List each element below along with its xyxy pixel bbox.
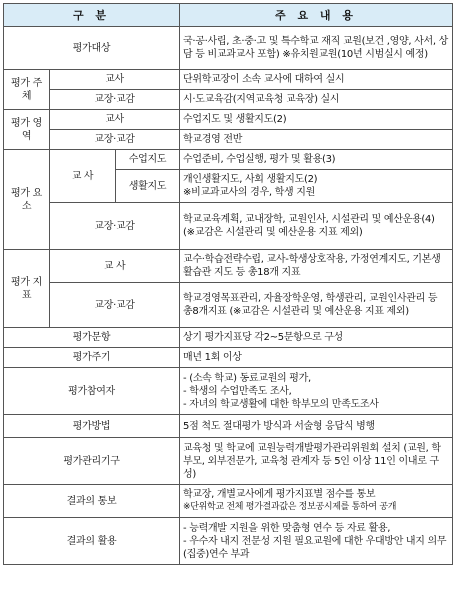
period-text: 매년 1회 이상 (180, 348, 453, 368)
row-notice (4, 485, 453, 518)
subject-principal-text: 시·도교육감(지역교육청 교육장) 실시 (180, 90, 453, 110)
elements-life-label: 생활지도 (116, 170, 180, 203)
period-label: 평가주기 (4, 348, 180, 368)
indicator-principal-label: 교장·교감 (50, 283, 180, 328)
method-text: 5점 척도 절대평가 방식과 서술형 응답식 병행 (180, 415, 453, 438)
elements-life-text: 개인생활지도, 사회 생활지도(2) (183, 174, 318, 185)
row-subject-teacher (4, 70, 453, 90)
domain-teacher-text: 수업지도 및 생활지도(2) (180, 110, 453, 130)
row-subject-principal (4, 90, 453, 110)
use-label: 결과의 활용 (4, 518, 180, 565)
items-text: 상기 평가지표당 각2~5문항으로 구성 (180, 328, 453, 348)
subject-label: 평가 주체 (4, 70, 50, 110)
elements-principal-text: 학교교육계획, 교내장학, 교원인사, 시설관리 및 예산운용(4) (183, 214, 435, 225)
table-header (4, 4, 453, 27)
participants-line: - 학생의 수업만족도 조사, (183, 385, 292, 397)
elements-teacher-label: 교 사 (50, 150, 116, 203)
notice-note: ※단위학교 전체 평가결과값은 정보공시제를 통하여 공개 (183, 502, 397, 512)
row-elements-class (4, 150, 453, 170)
domain-label: 평가 영역 (4, 110, 50, 150)
elements-life-cell (180, 170, 453, 203)
domain-teacher-label: 교사 (50, 110, 180, 130)
elements-class-label: 수업지도 (116, 150, 180, 170)
notice-cell (180, 485, 453, 518)
use-cell (180, 518, 453, 565)
row-use (4, 518, 453, 565)
notice-label: 결과의 통보 (4, 485, 180, 518)
row-participants (4, 368, 453, 415)
elements-principal-cell (180, 203, 453, 250)
target-text: 국·공·사립, 초·중·고 및 특수학교 재직 교원(보건 ,영양, 사서, 상담 등 비교과교사 포함) ※유치원교원(10년 시범실시 예정) (180, 27, 453, 70)
row-domain-teacher (4, 110, 453, 130)
participants-label: 평가참여자 (4, 368, 180, 415)
row-items (4, 328, 453, 348)
participants-cell (180, 368, 453, 415)
indicator-principal-note: (※교감은 시설관리 및 예산운용 지표 제외) (229, 306, 409, 317)
notice-text: 학교장, 개별교사에게 평가지표별 점수를 통보 (183, 489, 376, 500)
elements-life-note: ※비교과교사의 경우, 학생 지원 (183, 187, 315, 198)
indicator-teacher-text: 교수·학습전략수립, 교사-학생상호작용, 가정연계지도, 기본생활습관 지도 등 총18개 지표 (180, 250, 453, 283)
indicator-label: 평가 지표 (4, 250, 50, 328)
participants-line: - (소속 학교) 동료교원의 평가, (183, 372, 311, 384)
header-category: 구 분 (4, 4, 180, 27)
row-management (4, 438, 453, 485)
subject-teacher-text: 단위학교장이 소속 교사에 대하여 실시 (180, 70, 453, 90)
use-line: - 능력개발 지원을 위한 맞춤형 연수 등 자료 활용, (183, 522, 391, 534)
evaluation-table (3, 3, 453, 565)
row-domain-principal (4, 130, 453, 150)
domain-principal-text: 학교경영 전반 (180, 130, 453, 150)
row-target (4, 27, 453, 70)
elements-label: 평가 요소 (4, 150, 50, 250)
row-elements-principal (4, 203, 453, 250)
management-label: 평가관리기구 (4, 438, 180, 485)
indicator-principal-text: 학교경영목표관리, 자율장학운영, 학생관리, 교원인사관리 등 총8개지표 (183, 293, 438, 317)
subject-principal-label: 교장·교감 (50, 90, 180, 110)
subject-teacher-label: 교사 (50, 70, 180, 90)
elements-principal-note: (※교감은 시설관리 및 예산운용 지표 제외) (183, 227, 363, 238)
management-text: 교육청 및 학교에 교원능력개발평가관리위원회 설치 (교원, 학부모, 외부전문가, 교육청 관계자 등 5인 이상 11인 이내로 구성) (180, 438, 453, 485)
domain-principal-label: 교장·교감 (50, 130, 180, 150)
items-label: 평가문항 (4, 328, 180, 348)
elements-class-text: 수업준비, 수업실행, 평가 및 활용(3) (180, 150, 453, 170)
row-period (4, 348, 453, 368)
header-content: 주 요 내 용 (180, 4, 453, 27)
row-indicator-principal (4, 283, 453, 328)
use-line: - 우수자 내지 전문성 지원 필요교원에 대한 우대방안 내지 의무(집중)연수 부과 (183, 535, 447, 560)
participants-line: - 자녀의 학교생활에 대한 학부모의 만족도조사 (183, 398, 379, 410)
elements-principal-label: 교장·교감 (50, 203, 180, 250)
row-indicator-teacher (4, 250, 453, 283)
indicator-principal-cell (180, 283, 453, 328)
indicator-teacher-label: 교 사 (50, 250, 180, 283)
method-label: 평가방법 (4, 415, 180, 438)
row-method (4, 415, 453, 438)
target-label: 평가대상 (4, 27, 180, 70)
